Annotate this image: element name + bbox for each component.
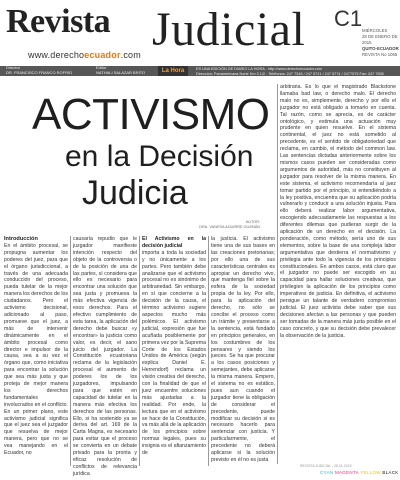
editor-credit: [96, 66, 145, 75]
column-4-text: la justicia. El activismo tiene una de sus bases en las creaciones pretorianas; por ello una de sus características centrales es apropiar un derecho vivo, que mantenga fiel sobre la esfera de la sociedad propia de la ley. Por ello, para la aplicación del derecho, no sólo se concibe el proceso como un trámite y presentarse a la sentencia, está fundado en principios generales, en los costumbres de los pensares y siendo los jueces. Se ha que procurar a los casos posiciones y semejantes, debe aplicarse la misma manera. Empero, el sistema no es estático, pues aun cuando el juzgador tiene la obligación de considerar el precedente, puede modificar su decisión si es necesario hacerlo para sentenciar con justicia. Y particularmente, el precedente no deberá aplicarse si la solución previsto en él no es justa: [211, 236, 275, 463]
headline-line-1: ACTIVISMO: [32, 90, 270, 139]
author-label: AUTOR:: [245, 220, 260, 224]
web-prefix: www.derecho: [28, 50, 85, 60]
column-3-text: importa a toda la sociedad y no únicamente a los partes. Pero también debe analizarse que el activismo procesal no es sinónimo de arbitrariedad. Sin embargo, en sí que concierne a la decisión de la causa, el término activismo sugiere aspectos mucho más polémicos. El activismo judicial, expresión que fue acuñada posiblemente por primera vez por la Suprema Corte de los Estados Unidos de América (según explica Daniel E. Herrendorf) reclama un visión creativa del derecho, con la finalidad de que el juez encuentre soluciones más ajustadas a la realidad. Por ende, la lectura que en el activismo se hace de la Constitución, va más allá de la aplicación de los principios sobre normas legales, pues su insignia es el afianzamiento de: [142, 249, 207, 457]
activism-subhead: El Activismo en la decisión judicial: [142, 236, 206, 249]
issue-date: 28 DE ENERO DE 2015: [362, 34, 398, 45]
director-name: DR. FRANCISCO FRANCO ROFRÍO: [6, 69, 73, 75]
column-divider: [208, 236, 209, 466]
print-color-marks: [320, 470, 399, 475]
column-divider: [277, 84, 278, 464]
publisher-info: [196, 67, 384, 76]
issue-weekday: MIÉRCOLES: [362, 28, 388, 33]
web-ec: ecuador: [84, 50, 121, 60]
brand-logo: Revista: [6, 3, 111, 40]
article-headline: [0, 82, 270, 232]
web-suffix: .com: [120, 50, 141, 60]
issue-edition: REVISTA No 1065: [362, 52, 398, 57]
issue-meta: [362, 28, 400, 58]
black-mark: BLACK: [382, 470, 399, 475]
article-column-3: [142, 236, 206, 468]
issue-city: QUITO-ECUADOR: [362, 46, 399, 51]
publisher-line-2: Dirección: Panamericana Norte Km 3 1/2 - Teléfonos: 247 7345 / 247 5721 / 247 5774 / 2477575 Fax: 247 7505: [196, 71, 384, 76]
cyan-mark: CYAN: [320, 470, 334, 475]
article-column-1: [4, 236, 68, 468]
article-column-2: [73, 236, 137, 477]
director-credit: [6, 66, 72, 75]
column-divider: [139, 236, 140, 466]
column-divider: [70, 236, 71, 466]
column-5-text: arbitraria. Es lo que el magistrado Blackstone llamaba bad law, o derecho malo. El derecho malo no es, simplemente, derecho y por ello el juzgador no está obligado a tomarlo en cuenta. Tal razón, como se aprecia, es de carácter ontológico, y estimula una actuación muy prudente en quien resuelve. En el sistema continental, el juez no está sometido al precedente, es el sentido de obligatoriedad que reclama, en cambio, el método del common law. Las sentencias dictadas anteriormente sobre los mismos casos pueden ser consideradas como argumentos de autoridad, más no constituyen al juzgador para resolver de la misma manera. En este sistema, el activismo recomendaría al juez tomar partido por el principio, si entendiéndolo a la ley positiva, encuentra que su aplicación podría vulnerarlo y conducir a una solución injusta. Para ello deberá realizar labor argumentativa, escogiendo adecuadamente las respuestas a los diferentes dilemas que pudieran surgir de la aplicación de un derecho en el decisión. La ponderación, como método, sería uno de sus elementos, sobre la base de una compleja labor argumentativa que destierra el normativismo y privilegia ante todo la vigencia de los principios constitucionales. En ambos casos, está claro que el juzgador no puede ser escogido en su capacidad para hallar soluciones creativas, que privilegien la aplicación de los principios como imperativos de justicia. En definitiva, el activismo persigue un talante de verdadero compromiso judicial. El juez activista debe saber que sus decisiones afectan a las personas y que pueden ser tomadas de la manera más justa posible en el caso concreto, y que su decisión debe prevalecer la observación de la justicia.: [280, 84, 396, 339]
magenta-mark: MAGENTA: [334, 470, 359, 475]
column-2-text: causaría repudio que le juzgador manifieste intención respecto del objeto de la controversia o de la posición de una de las partes, sí considera que ello es necesario para encontrar una solución que sea justa y promueva la más efectiva vigencia de esos derechos. Para el efectivo cumplimiento de esta tarea, la aplicación del derecho debe buscar «y encontrar» la justicia como valor, es decir, el sano juicio del juzgador. La Constitución ecuatoriana reclama de la legislación procesal el aumento de poderes los de los juzgadores, impulsando para que estén en capacidad de tutelar en la manera más efectiva los derechos de las personas. Ello, si ha sostenido ya se deriva del art. 169 de la Carta Magna, es necesario para evitar que el proceso se convierta en un debate privado para la pronta y eficaz resolución de conflictos de relevancia jurídica: [73, 236, 137, 477]
section-marker: [334, 6, 362, 32]
brand-website[interactable]: [28, 50, 141, 60]
newspaper-logo: La Hora: [158, 66, 188, 76]
credits-bar: [0, 66, 400, 76]
director-label: Director: [6, 65, 21, 70]
section-code: C1: [334, 6, 363, 31]
page-footer-note: REVISTA JUDICIAL - 28.01.2015: [300, 464, 352, 468]
editor-label: Editor: [96, 65, 107, 70]
publication-title: Judicial: [152, 3, 306, 56]
headline-line-3: Judicia: [82, 174, 188, 212]
publisher-line-1: ES UNA EDICIÓN DE DIARIO LA HORA - http://www.derechoecuador.com: [196, 67, 322, 71]
yellow-mark: YELLOW: [360, 470, 381, 475]
article-column-4: [211, 236, 275, 468]
article-column-5: [280, 84, 396, 464]
column-1-text: En el ámbito procesal, se propugna aumentar los poderes del juez, para que el órgano jurisdiccional, a través de una adecuada conducción del proceso, pueda tutelar de la mejor manera los derechos de los ciudadanos. Pero el activismo decisional, adicionado al paso, promueve que el juez, a más de intervenir dinámicamente en el ámbito procesal como director e impulsor de la causa, sea a su vez el órgano que, como iniciativa para encontrar la solución que sea más justa y que proteja de mejor manera los derechos fundamentales involucrados en el conflicto. En un primer plano, este activismo judicial significa que el juez sea el juzgador que resuelva de mejor manera, pero que no se vea manejando en el Ecuador, no: [4, 242, 68, 457]
intro-subhead: Introducción: [4, 236, 38, 242]
masthead: [0, 0, 400, 80]
editor-name: NATHALI SALAZAR BRITO: [96, 69, 146, 75]
headline-line-2: en la Decisión: [65, 140, 254, 173]
author-name: DRA. VANESA AGUIRRE GUZMÁN: [199, 225, 260, 229]
author-byline: [150, 220, 260, 230]
